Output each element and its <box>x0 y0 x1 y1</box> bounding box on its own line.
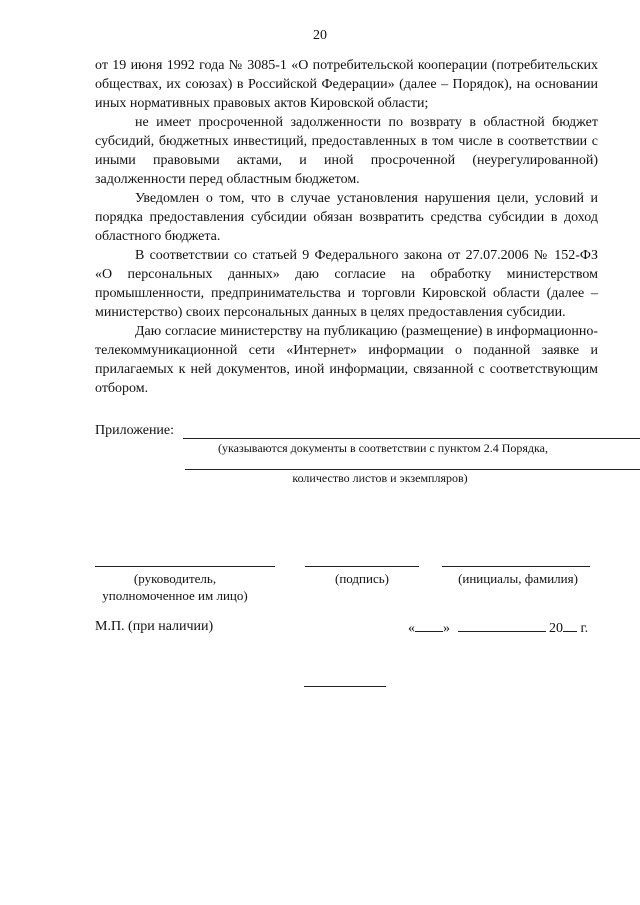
end-divider <box>304 686 386 687</box>
attachment-fill-line-2[interactable] <box>185 469 640 470</box>
date-close-quote: » <box>443 621 450 636</box>
paragraph-1: от 19 июня 1992 года № 3085-1 «О потребительской кооперации (потребительских обществах, их союзах) в Российской Федерации» (далее – Порядок), на основании иных нормативных правовых актов Кировской области; <box>95 58 598 111</box>
manager-caption-line-2: уполномоченное им лицо) <box>102 588 248 603</box>
stamp-label: М.П. (при наличии) <box>95 619 214 634</box>
manager-signature-line[interactable] <box>95 566 275 567</box>
paragraph-3: Уведомлен о том, что в случае установления нарушения цели, условий и порядка предоставления субсидии обязан возвратить средства субсидии в доход областного бюджета. <box>95 191 598 244</box>
paragraph-5: Даю согласие министерству на публикацию (размещение) в информационно-телекоммуникационной сети «Интернет» информации о поданной заявке и прилагаемых к ней документов, иной информации, связанной с соответствующим отбором. <box>95 324 598 396</box>
paragraph-4: В соответствии со статьей 9 Федерального закона от 27.07.2006 № 152-ФЗ «О персональных данных» даю согласие на обработку министерством промышленности, предпринимательства и торговли Кировской области (далее – министерство) своих персональных данных в целях предоставления субсидии. <box>95 248 598 320</box>
attachment-fill-line-1[interactable] <box>183 438 640 439</box>
signature-line[interactable] <box>305 566 419 567</box>
date-open-quote: « <box>408 621 415 636</box>
day-blank[interactable] <box>415 619 443 632</box>
attachment-label: Приложение: <box>95 423 175 438</box>
initials-line[interactable] <box>442 566 590 567</box>
year-prefix: 20 <box>549 621 563 636</box>
date-field <box>408 619 588 637</box>
manager-caption <box>75 570 275 604</box>
attachment-note-2: количество листов и экземпляров) <box>292 471 468 485</box>
signature-caption: (подпись) <box>335 571 389 586</box>
manager-caption-line-1: (руководитель, <box>133 571 217 586</box>
year-blank[interactable] <box>563 619 577 632</box>
attachment-note-1: (указываются документы в соответствии с пунктом 2.4 Порядка, <box>218 441 548 455</box>
page-number: 20 <box>313 28 327 43</box>
month-blank[interactable] <box>458 619 546 632</box>
body-text <box>95 56 598 398</box>
initials-caption: (инициалы, фамилия) <box>458 571 578 586</box>
year-suffix: г. <box>580 621 589 636</box>
paragraph-2: не имеет просроченной задолженности по возврату в областной бюджет субсидий, бюджетных инвестиций, предоставленных в том числе в соответствии с иными правовыми актами, и иной просроченной (неурегулированной) задолженности перед областным бюджетом. <box>95 115 598 187</box>
